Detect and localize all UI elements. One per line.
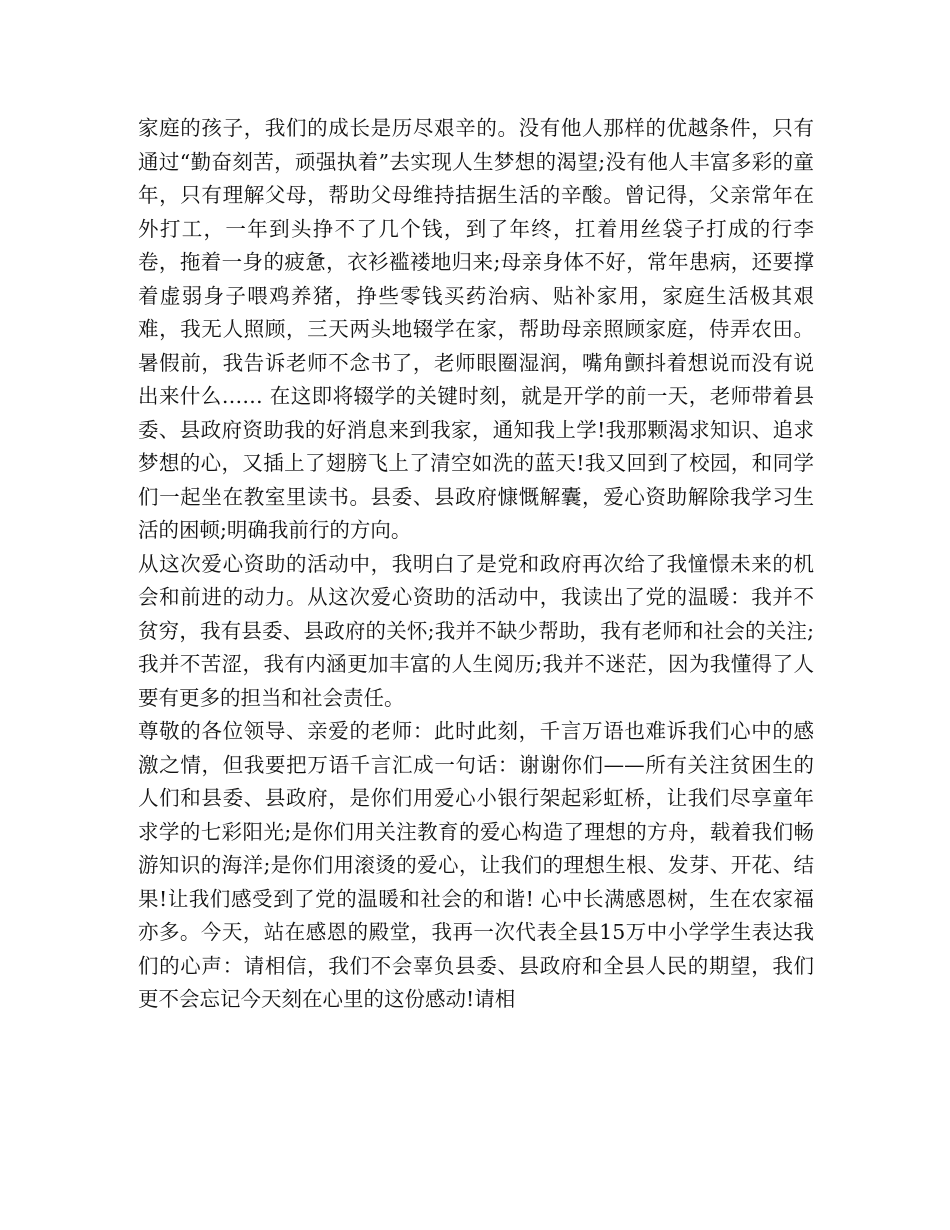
paragraph-1: 家庭的孩子，我们的成长是历尽艰辛的。没有他人那样的优越条件，只有通过“勤奋刻苦，顽强执着”去实现人生梦想的渴望;没有他人丰富多彩的童年，只有理解父母，帮助父母维持拮据生活的辛酸。曾记得，父亲常年在外打工，一年到头挣不了几个钱，到了年终，扛着用丝袋子打成的行李卷，拖着一身的疲惫，衣衫褴褛地归来;母亲身体不好，常年患病，还要撑着虚弱身子喂鸡养猪，挣些零钱买药治病、贴补家用，家庭生活极其艰难，我无人照顾，三天两头地辍学在家，帮助母亲照顾家庭，侍弄农田。暑假前，我告诉老师不念书了，老师眼圈湿润，嘴角颤抖着想说而没有说出来什么…… 在这即将辍学的关键时刻，就是开学的前一天，老师带着县委、县政府资助我的好消息来到我家，通知我上学!我那颗渴求知识、追求梦想的心，又插上了翅膀飞上了清空如洗的蓝天!我又回到了校园，和同学们一起坐在教室里读书。县委、县政府慷慨解囊，爱心资助解除我学习生活的困顿;明确我前行的方向。 <box>138 116 814 542</box>
paragraph-3: 尊敬的各位领导、亲爱的老师：此时此刻，千言万语也难诉我们心中的感激之情，但我要把万语千言汇成一句话：谢谢你们——所有关注贫困生的人们和县委、县政府，是你们用爱心小银行架起彩虹桥，让我们尽享童年求学的七彩阳光;是你们用关注教育的爱心构造了理想的方舟，载着我们畅游知识的海洋;是你们用滚烫的爱心，让我们的理想生根、发芽、开花、结果!让我们感受到了党的温暖和社会的和谐! 心中长满感恩树，生在农家福亦多。今天，站在感恩的殿堂，我再一次代表全县15万中小学学生表达我们的心声：请相信，我们不会辜负县委、县政府和全县人民的期望，我们更不会忘记今天刻在心里的这份感动!请相 <box>138 719 814 1011</box>
paragraph-2: 从这次爱心资助的活动中，我明白了是党和政府再次给了我憧憬未来的机会和前进的动力。从这次爱心资助的活动中，我读出了党的温暖：我并不贫穷，我有县委、县政府的关怀;我并不缺少帮助，我有老师和社会的关注;我并不苦涩，我有内涵更加丰富的人生阅历;我并不迷茫，因为我懂得了人要有更多的担当和社会责任。 <box>138 551 814 710</box>
document-body <box>138 112 814 1017</box>
